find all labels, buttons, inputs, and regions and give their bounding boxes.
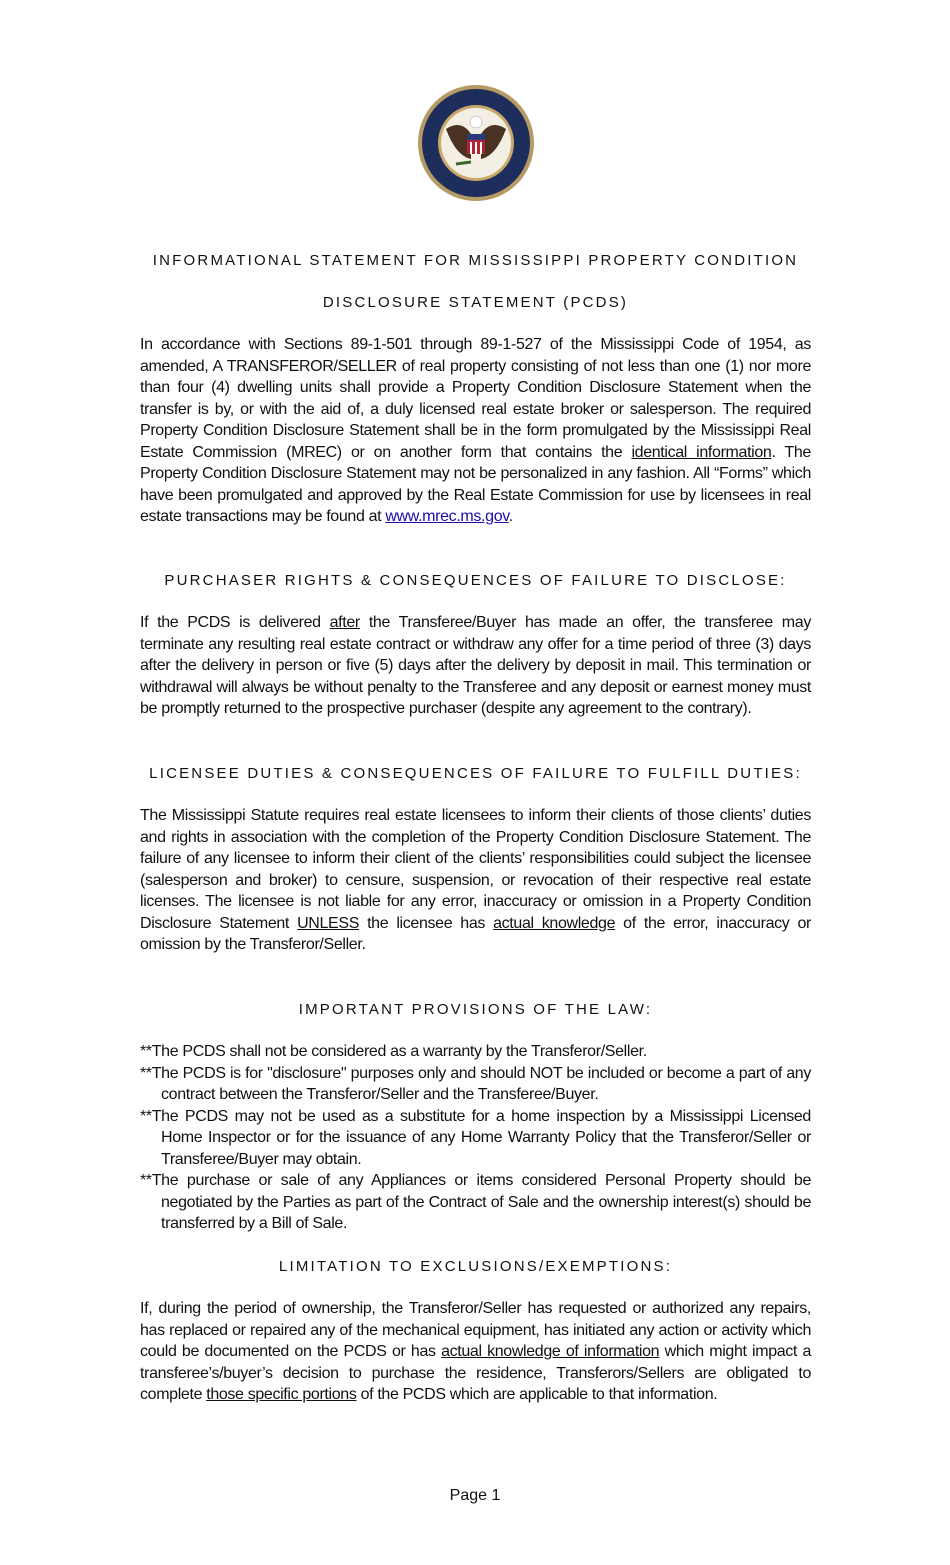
document-title-line-2: DISCLOSURE STATEMENT (PCDS): [322, 294, 629, 311]
purchaser-rights-paragraph: [140, 612, 811, 720]
website-link[interactable]: www.mrec.ms.gov: [385, 508, 509, 525]
paragraph-text: In accordance with Sections 89-1-501 through 89-1-527 of the Mississippi Code of 1954, as amended, A TRANSFEROR/SELLER of real property consisting of not less than one (1) nor more than four (4) dwelling units shall provide a Property Condition Disclosure Statement when the transfer is by, or with the aid of, a duly licensed real estate broker or salesperson. The required Property Condition Disclosure Statement shall be in the form promulgated by the Mississippi Real Estate Commission (MREC) or on another form that contains the: [140, 336, 811, 461]
underlined-text: actual knowledge: [493, 914, 616, 932]
provision-item: **The PCDS is for "disclosure" purposes only and should NOT be included or become a part of any contract between the Transferor/Seller and the Transferee/Buyer.: [140, 1064, 811, 1103]
state-seal-logo: [416, 84, 536, 202]
licensee-duties-paragraph: [140, 805, 811, 956]
purchaser-rights-heading: PURCHASER RIGHTS & CONSEQUENCES OF FAILURE TO DISCLOSE:: [164, 572, 787, 589]
underlined-text: after: [329, 614, 360, 631]
paragraph-text: the Transferee/Buyer has made an offer, the transferee may terminate any resulting real estate contract or withdraw any offer for a time period of three (3) days after the delivery in person or five (5) days after the delivery by deposit in mail. This termination or withdrawal will always be without penalty to the Transferee and any deposit or earnest money must be promptly returned to the prospective purchaser (despite any agreement to the contrary).: [140, 614, 811, 717]
underlined-text: UNLESS: [297, 914, 360, 932]
paragraph-text: of the error, inaccuracy or omission by the Transferor/Seller.: [140, 914, 811, 953]
underlined-text: those specific portions: [206, 1386, 357, 1403]
licensee-duties-heading: LICENSEE DUTIES & CONSEQUENCES OF FAILURE TO FULFILL DUTIES:: [149, 765, 802, 782]
paragraph-text: which might impact a transferee’s/buyer’s decision to purchase the residence, Transferors/Sellers are obligated to complete: [140, 1343, 811, 1403]
paragraph-text: the licensee has: [359, 914, 494, 932]
paragraph-text: If, during the period of ownership, the Transferor/Seller has requested or authorized any repairs, has replaced or repaired any of the mechanical equipment, has initiated any action or activity which could be documented on the PCDS or has: [140, 1300, 811, 1360]
paragraph-text: If the PCDS is delivered: [140, 614, 330, 631]
document-title-line-1: INFORMATIONAL STATEMENT FOR MISSISSIPPI PROPERTY CONDITION: [152, 252, 799, 269]
provision-item: **The PCDS shall not be considered as a warranty by the Transferor/Seller.: [140, 1043, 647, 1060]
provision-item: **The PCDS may not be used as a substitute for a home inspection by a Mississippi Licensed Home Inspector or for the issuance of any Home Warranty Policy that the Transferor/Seller or Transferee/Buyer may obtain.: [140, 1107, 811, 1168]
provisions-heading: IMPORTANT PROVISIONS OF THE LAW:: [298, 1001, 653, 1018]
paragraph-text: The Mississippi Statute requires real estate licensees to inform their clients of those clients’ duties and rights in association with the completion of the Property Condition Disclosure Statement. The failure of any licensee to inform their client of the clients’ responsibilities could subject the licensee (salesperson and broker) to censure, suspension, or revocation of their respective real estate licenses. The licensee is not liable for any error, inaccuracy or omission in a Property Condition Disclosure Statement: [140, 807, 811, 932]
paragraph-text: . The Property Condition Disclosure Statement may not be personalized in any fashion. All “Forms” which have been promulgated and approved by the Real Estate Commission for use by licensees in real estate transactions may be found at: [140, 443, 811, 525]
paragraph-text: of the PCDS which are applicable to that information.: [356, 1386, 718, 1403]
provision-item: **The purchase or sale of any Appliances or items considered Personal Property should be negotiated by the Parties as part of the Contract of Sale and the ownership interest(s) should be transferred by a Bill of Sale.: [140, 1172, 811, 1232]
provisions-list: [140, 1041, 811, 1235]
paragraph-text: .: [508, 508, 513, 525]
page-number: Page 1: [449, 1487, 501, 1504]
limitation-heading: LIMITATION TO EXCLUSIONS/EXEMPTIONS:: [278, 1258, 673, 1275]
limitation-paragraph: [140, 1298, 811, 1406]
intro-paragraph: [140, 334, 811, 528]
underlined-text: actual knowledge of information: [441, 1343, 660, 1360]
underlined-text: identical information: [631, 443, 772, 461]
